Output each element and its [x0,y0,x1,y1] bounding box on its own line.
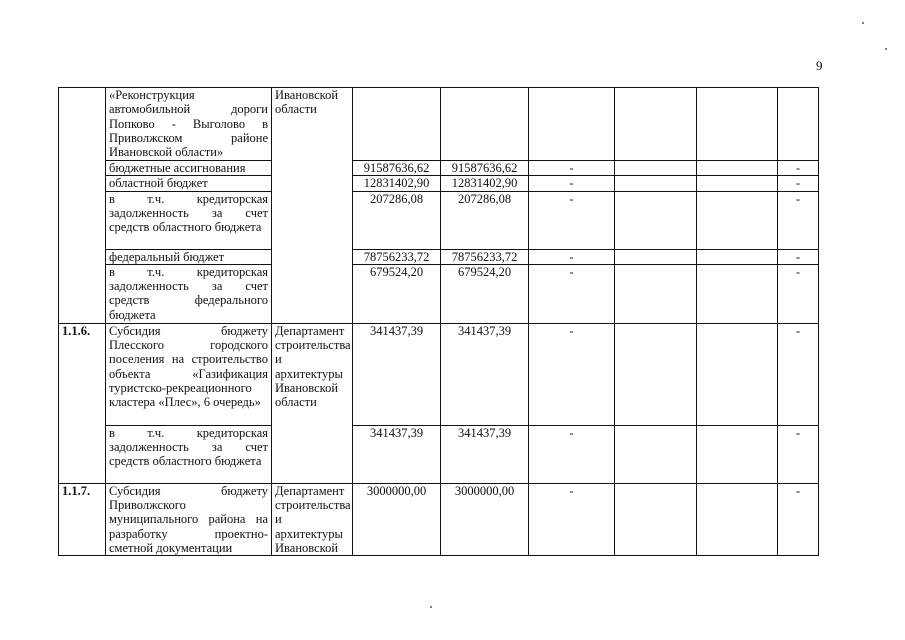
value-cell [615,161,697,176]
scan-speck [430,606,432,608]
description-cell: областной бюджет [106,176,272,191]
table-row [59,88,819,161]
table-row [59,191,819,249]
value-cell [615,176,697,191]
value-cell [697,191,778,249]
value-cell [697,88,778,161]
value-cell: 207286,08 [353,191,441,249]
dash-cell: - [529,483,615,555]
value-cell: 679524,20 [353,264,441,323]
table-row [59,425,819,483]
budget-table [58,87,819,556]
table-row [59,483,819,555]
value-cell [778,88,819,161]
description-cell: бюджетные ассигнования [106,161,272,176]
code-cell [59,88,106,324]
value-cell: 341437,39 [353,323,441,425]
value-cell [697,483,778,555]
value-cell [697,425,778,483]
value-cell: 341437,39 [441,425,529,483]
dash-cell: - [778,161,819,176]
dash-cell: - [529,249,615,264]
value-cell: 91587636,62 [441,161,529,176]
value-cell: 12831402,90 [353,176,441,191]
dash-cell: - [529,425,615,483]
dash-cell: - [778,264,819,323]
table-row [59,249,819,264]
value-cell [441,88,529,161]
scan-speck [862,22,864,24]
description-cell: «Реконструкция автомобильной дороги Попково - Выголово в Приволжском районе Ивановской области» [106,88,272,161]
dash-cell: - [529,264,615,323]
value-cell: 207286,08 [441,191,529,249]
value-cell: 3000000,00 [441,483,529,555]
value-cell [615,249,697,264]
value-cell: 78756233,72 [353,249,441,264]
dash-cell: - [778,323,819,425]
description-cell: Субсидия бюджету Плесского городского поселения на строительство объекта «Газификация туристско-рекреационного кластера «Плес», 6 очередь» [106,323,272,425]
table-row [59,264,819,323]
dash-cell: - [778,249,819,264]
value-cell [615,483,697,555]
value-cell: 78756233,72 [441,249,529,264]
value-cell [615,323,697,425]
dash-cell: - [529,323,615,425]
item-code: 1.1.6. [59,323,106,483]
value-cell [615,191,697,249]
value-cell: 3000000,00 [353,483,441,555]
value-cell: 341437,39 [353,425,441,483]
value-cell: 91587636,62 [353,161,441,176]
value-cell [615,425,697,483]
dash-cell: - [529,176,615,191]
description-cell: Субсидия бюджету Приволжского муниципального района на разработку проектно-сметной документации [106,483,272,555]
value-cell [697,323,778,425]
value-cell: 341437,39 [441,323,529,425]
value-cell [615,264,697,323]
description-cell: в т.ч. кредиторская задолженность за счет средств областного бюджета [106,191,272,249]
value-cell: 12831402,90 [441,176,529,191]
value-cell [697,264,778,323]
value-cell [697,176,778,191]
value-cell [697,161,778,176]
description-cell: федеральный бюджет [106,249,272,264]
executor-cell: Ивановской области [272,88,353,324]
dash-cell: - [778,425,819,483]
dash-cell: - [778,191,819,249]
scan-speck [885,48,887,50]
item-code: 1.1.7. [59,483,106,555]
value-cell [615,88,697,161]
table-row [59,176,819,191]
description-cell: в т.ч. кредиторская задолженность за счет средств областного бюджета [106,425,272,483]
dash-cell: - [529,161,615,176]
page-number: 9 [816,58,823,73]
dash-cell: - [778,483,819,555]
table-row [59,161,819,176]
value-cell: 679524,20 [441,264,529,323]
executor-cell: Департамент строительства и архитектуры Ивановской области [272,323,353,483]
description-cell: в т.ч. кредиторская задолженность за счет средств федерального бюджета [106,264,272,323]
table-row [59,323,819,425]
dash-cell: - [778,176,819,191]
executor-cell: Департамент строительства и архитектуры Ивановской [272,483,353,555]
dash-cell: - [529,191,615,249]
value-cell [353,88,441,161]
value-cell [529,88,615,161]
value-cell [697,249,778,264]
